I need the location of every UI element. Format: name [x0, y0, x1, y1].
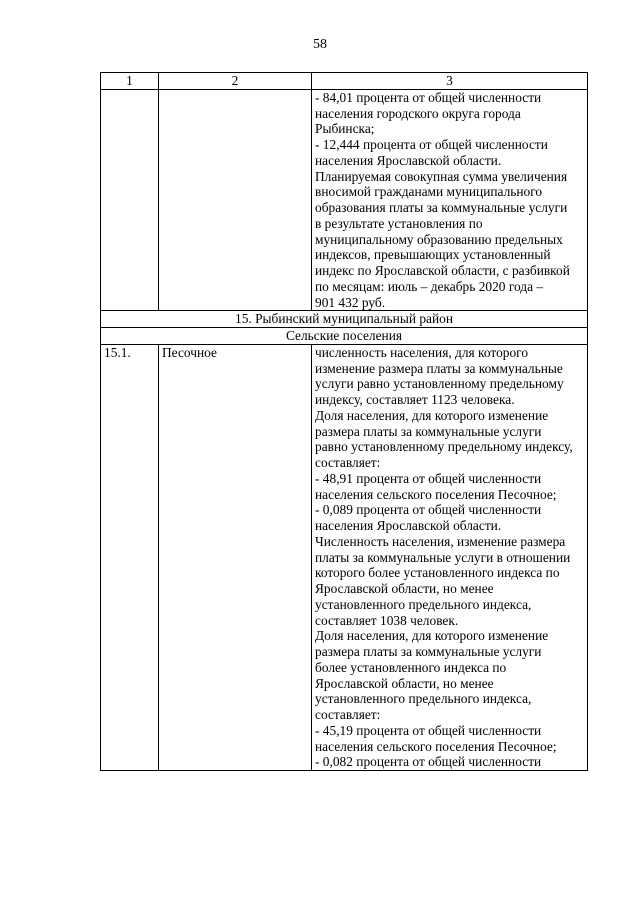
- continuation-text-line: Рыбинска;: [315, 121, 375, 137]
- continuation-text-line: Планируемая совокупная сумма увеличения: [315, 168, 568, 184]
- row-text-line: Численность населения, изменение размера: [315, 533, 566, 549]
- continuation-text-line: - 12,444 процента от общей численности: [315, 137, 548, 152]
- continuation-number-cell: [101, 89, 159, 311]
- row-text-line: населения Ярославской области.: [315, 518, 502, 533]
- continuation-text-line: населения городского округа города: [315, 105, 521, 121]
- row-text-line: изменение размера платы за коммунальные: [315, 360, 563, 376]
- row-number: 15.1.: [101, 344, 159, 770]
- header-col-3: 3: [312, 73, 588, 90]
- continuation-text-line: вносимой гражданами муниципального: [315, 184, 543, 200]
- row-text-line: Доля населения, для которого изменение: [315, 407, 549, 423]
- header-col-2: 2: [159, 73, 312, 90]
- table-header-row: [101, 73, 588, 90]
- row-text-line: Доля населения, для которого изменение: [315, 628, 549, 644]
- row-text-line: Ярославской области, но менее: [315, 675, 494, 691]
- row-text-line: - 0,089 процента от общей численности: [315, 502, 542, 518]
- row-text-line: установленного предельного индекса,: [315, 691, 532, 707]
- table-row-15-1: [101, 344, 588, 770]
- row-text-line: равно установленному предельному индексу,: [315, 439, 573, 455]
- row-text-line: численность населения, для которого: [315, 344, 529, 360]
- row-text-line: платы за коммунальные услуги в отношении: [315, 549, 571, 565]
- row-text-line: размера платы за коммунальные услуги: [315, 644, 542, 659]
- row-text-line: - 45,19 процента от общей численности: [315, 722, 542, 738]
- row-text-line: - 48,91 процента от общей численности: [315, 470, 542, 486]
- continuation-text-line: в результате установления по: [315, 215, 483, 231]
- continuation-text-cell: [312, 89, 588, 311]
- row-text-line: Ярославской области, но менее: [315, 581, 494, 596]
- continuation-text-line: населения Ярославской области.: [315, 152, 502, 168]
- row-text-line: составляет:: [315, 455, 381, 470]
- continuation-text-line: - 84,01 процента от общей численности: [315, 89, 542, 105]
- row-text-line: установленного предельного индекса,: [315, 596, 532, 612]
- continuation-text-line: образования платы за коммунальные услуги: [315, 200, 568, 215]
- section-title: 15. Рыбинский муниципальный район: [101, 311, 588, 328]
- row-text-line: составляет 1038 человек.: [315, 612, 459, 628]
- row-text-line: населения сельского поселения Песочное;: [315, 486, 557, 502]
- continuation-text-line: по месяцам: июль – декабрь 2020 года –: [315, 278, 544, 294]
- table-row-subsection: [101, 328, 588, 345]
- row-text-line: - 0,082 процента от общей численности: [315, 754, 542, 770]
- row-text-line: размера платы за коммунальные услуги: [315, 423, 542, 439]
- row-text-cell: [312, 344, 588, 770]
- row-settlement-name: Песочное: [159, 344, 312, 770]
- table-row-section: [101, 311, 588, 328]
- row-text-line: составляет:: [315, 707, 381, 722]
- continuation-text-line: муниципальному образованию предельных: [315, 231, 563, 247]
- continuation-text-line: индексов, превышающих установленный: [315, 247, 551, 263]
- continuation-text-line: 901 432 руб.: [315, 294, 386, 310]
- table-row-continuation: [101, 89, 588, 311]
- header-col-1: 1: [101, 73, 159, 90]
- row-text-line: услуги равно установленному предельному: [315, 376, 564, 392]
- page-number: 58: [313, 37, 327, 52]
- subsection-title: Сельские поселения: [101, 328, 588, 345]
- continuation-text-line: индекс по Ярославской области, с разбивкой: [315, 263, 570, 278]
- row-text-line: более установленного индекса по: [315, 659, 507, 675]
- data-table: [100, 72, 588, 771]
- continuation-name-cell: [159, 89, 312, 311]
- row-text-line: индексу, составляет 1123 человека.: [315, 392, 515, 407]
- row-text-line: которого более установленного индекса по: [315, 565, 560, 581]
- row-text-line: населения сельского поселения Песочное;: [315, 738, 557, 754]
